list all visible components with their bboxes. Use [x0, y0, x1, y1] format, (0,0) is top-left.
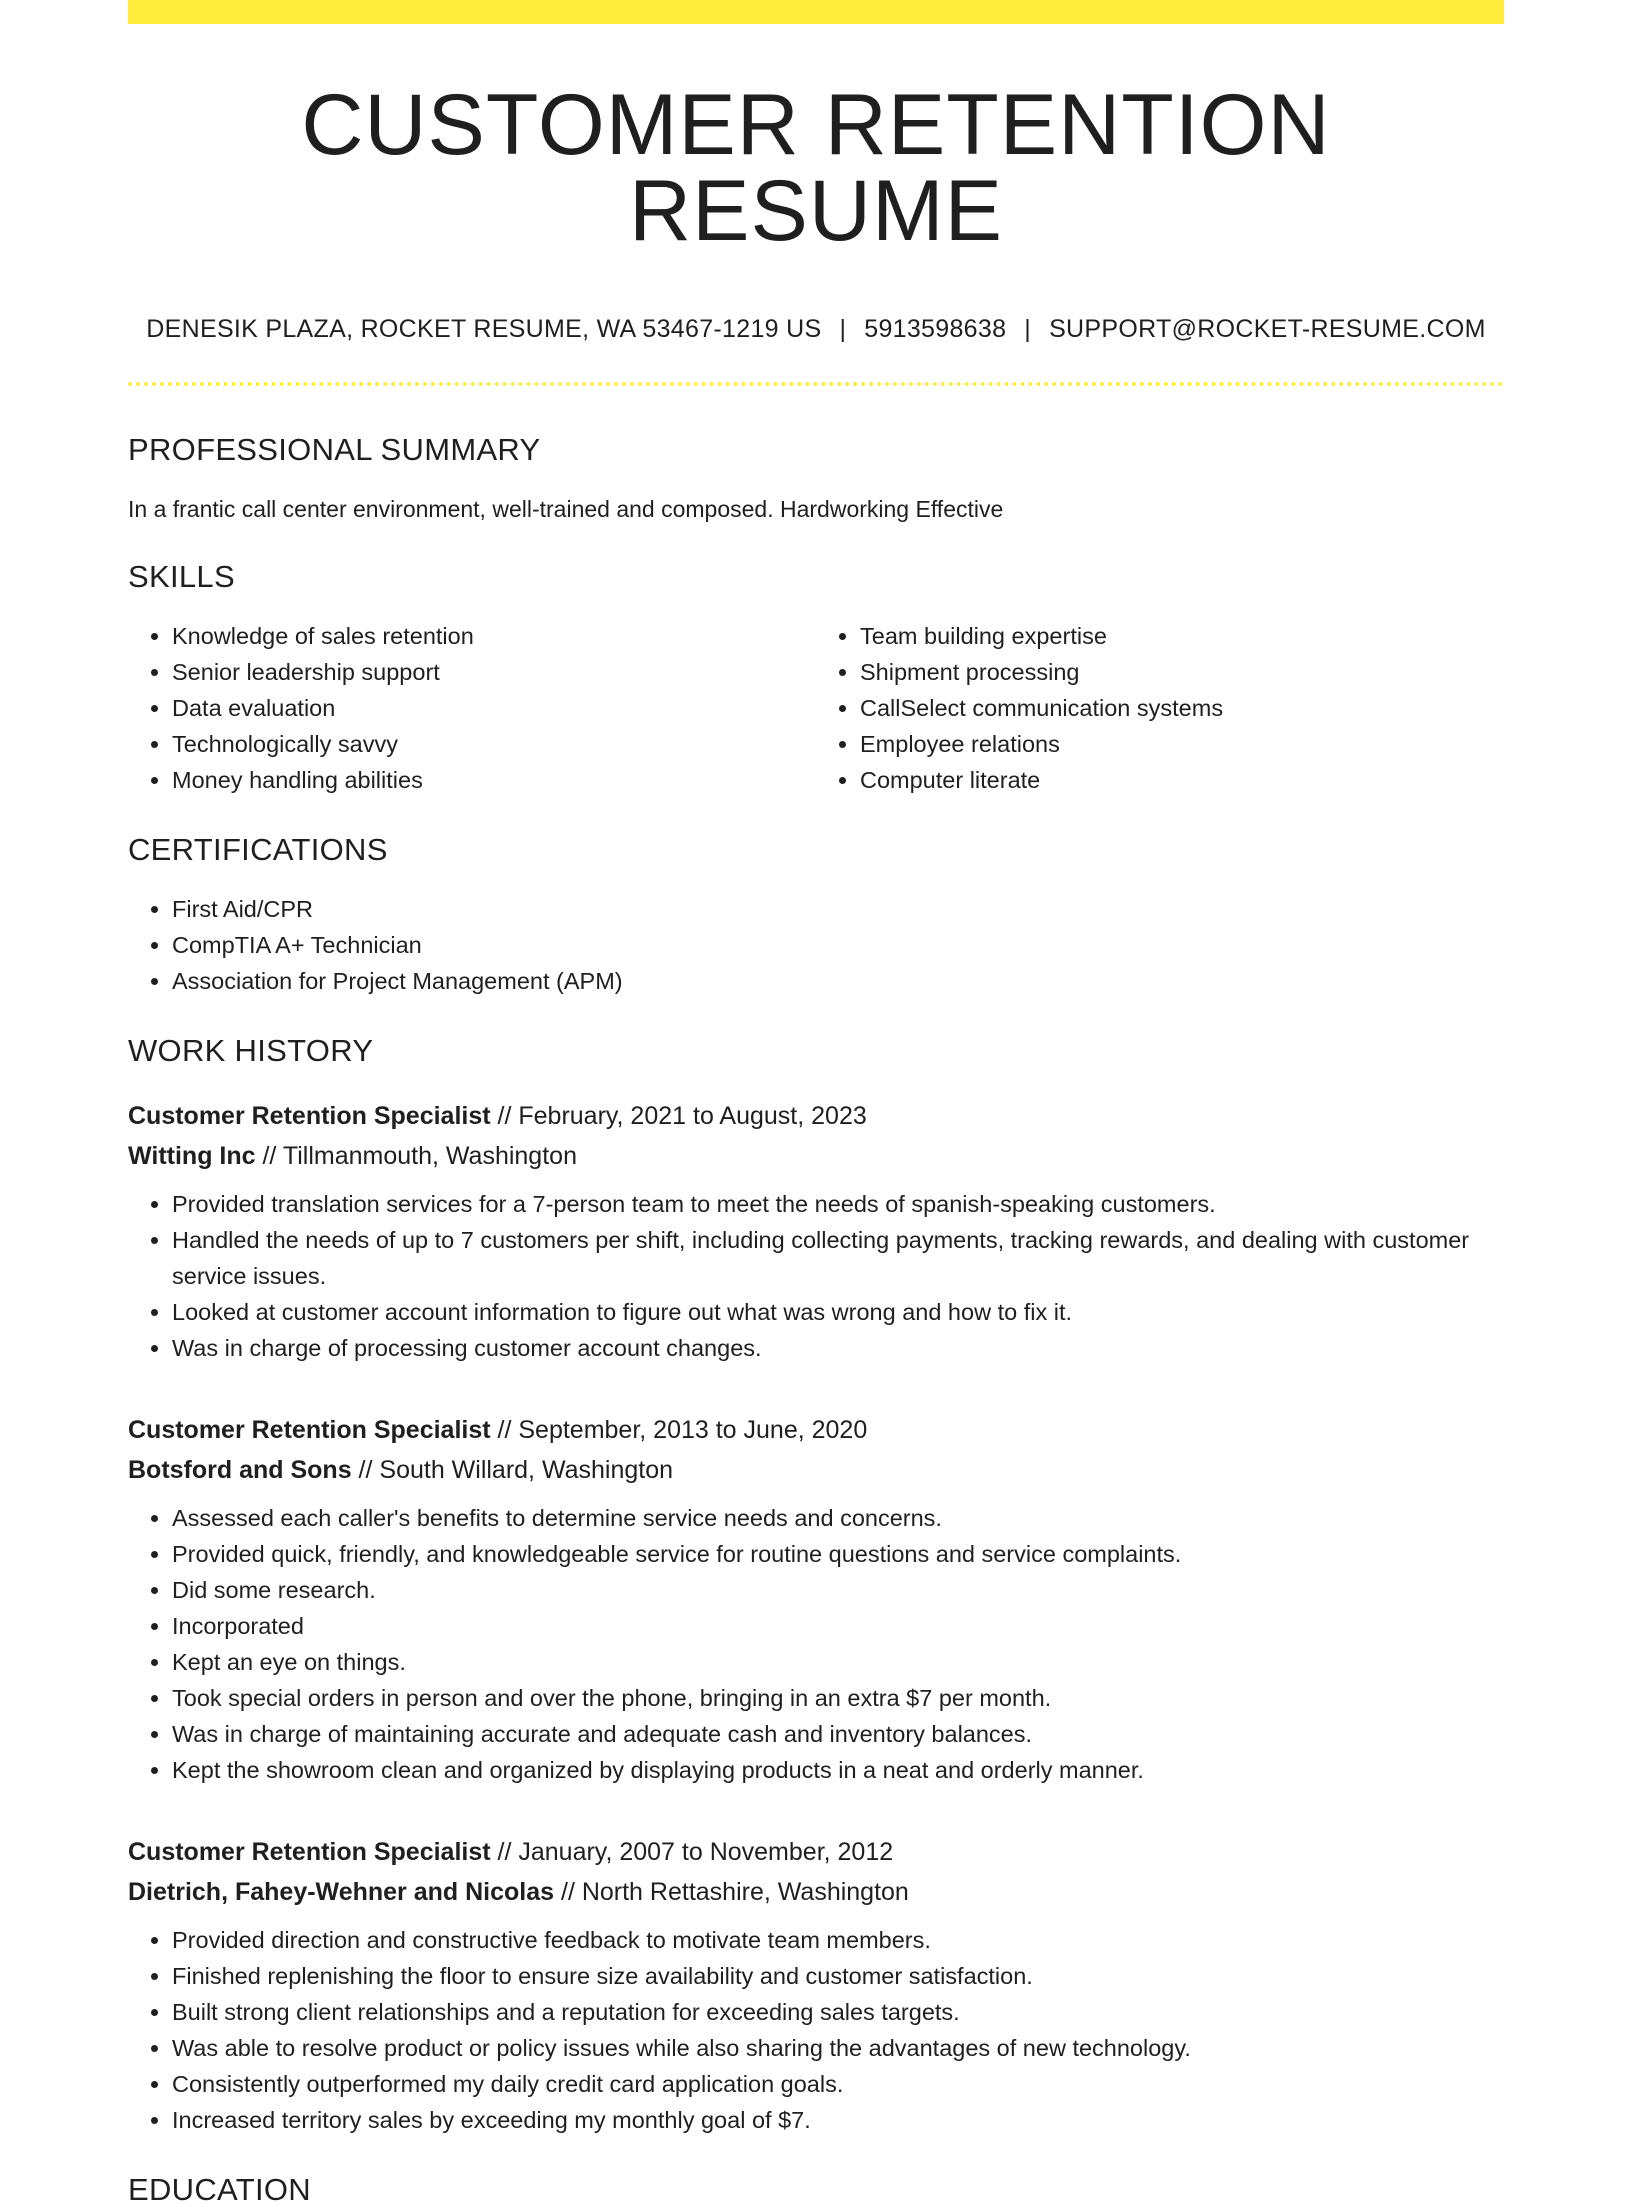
contact-phone: 5913598638 [864, 315, 1007, 343]
resume-title: CUSTOMER RETENTION RESUME [301, 77, 1331, 259]
job-entry [128, 1096, 1504, 1366]
education-section [128, 2171, 1504, 2207]
skills-list-right [816, 618, 1504, 798]
job-bullet: • Was able to resolve product or policy issues while also sharing the advantages of new technology. [172, 2030, 1504, 2066]
job-bullet: • Was in charge of processing customer account changes. [172, 1330, 1504, 1366]
job-dates: // January, 2007 to November, 2012 [490, 1837, 894, 1866]
job-dates: // September, 2013 to June, 2020 [490, 1415, 868, 1444]
job-bullet: • Finished replenishing the floor to ensure size availability and customer satisfaction. [172, 1958, 1504, 1994]
job-bullets [128, 1186, 1504, 1366]
job-title: Customer Retention Specialist [128, 1415, 491, 1444]
job-bullet: • Did some research. [172, 1572, 1504, 1608]
skill-item: • Senior leadership support [172, 654, 816, 690]
job-bullet: • Kept an eye on things. [172, 1644, 1504, 1680]
job-bullets [128, 1500, 1504, 1788]
job-bullet: • Consistently outperformed my daily credit card application goals. [172, 2066, 1504, 2102]
skill-item: • CallSelect communication systems [860, 690, 1504, 726]
section-heading: WORK HISTORY [128, 1032, 374, 1068]
job-company-line [128, 1872, 1504, 1912]
contact-line [128, 317, 1504, 342]
job-bullet: • Incorporated [172, 1608, 1504, 1644]
job-bullet: • Built strong client relationships and a reputation for exceeding sales targets. [172, 1994, 1504, 2030]
job-company-line [128, 1136, 1504, 1176]
contact-address: DENESIK PLAZA, ROCKET RESUME, WA 53467-1219 US [146, 315, 822, 343]
certification-item: • Association for Project Management (APM) [172, 963, 1504, 999]
job-bullet: • Was in charge of maintaining accurate and adequate cash and inventory balances. [172, 1716, 1504, 1752]
certification-item: • First Aid/CPR [172, 891, 1504, 927]
skills-list-left [128, 618, 816, 798]
job-title: Customer Retention Specialist [128, 1837, 491, 1866]
job-location: // North Rettashire, Washington [554, 1877, 909, 1906]
job-bullet: • Looked at customer account information to figure out what was wrong and how to fix it. [172, 1294, 1504, 1330]
skill-item: • Knowledge of sales retention [172, 618, 816, 654]
contact-email[interactable]: SUPPORT@ROCKET-RESUME.COM [1049, 315, 1486, 343]
job-dates: // February, 2021 to August, 2023 [490, 1101, 867, 1130]
job-title-line [128, 1832, 1504, 1872]
job-entry [128, 1410, 1504, 1788]
job-bullet: • Increased territory sales by exceeding my monthly goal of $7. [172, 2102, 1504, 2138]
skill-item: • Computer literate [860, 762, 1504, 798]
job-bullets [128, 1922, 1504, 2138]
dotted-divider [128, 382, 1504, 386]
skill-item: • Team building expertise [860, 618, 1504, 654]
certifications-section [128, 831, 1504, 999]
work-history-section [128, 1032, 1504, 2138]
summary-text: In a frantic call center environment, well-trained and composed. Hardworking Effective [128, 496, 1004, 522]
skill-item: • Technologically savvy [172, 726, 816, 762]
job-bullet: • Assessed each caller's benefits to determine service needs and concerns. [172, 1500, 1504, 1536]
skills-grid [128, 618, 1504, 798]
section-heading: PROFESSIONAL SUMMARY [128, 432, 541, 467]
certifications-list [128, 891, 1504, 999]
job-bullet: • Provided translation services for a 7-person team to meet the needs of spanish-speaking customers. [172, 1186, 1504, 1222]
top-accent-bar [128, 0, 1504, 24]
job-title-line [128, 1096, 1504, 1136]
job-entry [128, 1832, 1504, 2138]
job-bullet: • Took special orders in person and over the phone, bringing in an extra $7 per month. [172, 1680, 1504, 1716]
job-location: // Tillmanmouth, Washington [255, 1141, 577, 1170]
job-company: Botsford and Sons [128, 1455, 352, 1484]
section-heading: EDUCATION [128, 2171, 311, 2207]
section-heading: CERTIFICATIONS [128, 831, 388, 867]
skills-section [128, 558, 1504, 798]
job-company-line [128, 1450, 1504, 1490]
job-bullet: • Provided direction and constructive feedback to motivate team members. [172, 1922, 1504, 1958]
skill-item: • Money handling abilities [172, 762, 816, 798]
certification-item: • CompTIA A+ Technician [172, 927, 1504, 963]
professional-summary-section [128, 434, 1504, 525]
job-company: Dietrich, Fahey-Wehner and Nicolas [128, 1877, 555, 1906]
job-bullet: • Handled the needs of up to 7 customers per shift, including collecting payments, tracking rewards, and dealing with customer service issues. [172, 1222, 1504, 1294]
job-title-line [128, 1410, 1504, 1450]
job-title: Customer Retention Specialist [128, 1101, 491, 1130]
skill-item: • Data evaluation [172, 690, 816, 726]
skill-item: • Employee relations [860, 726, 1504, 762]
job-company: Witting Inc [128, 1141, 256, 1170]
contact-separator: | [1024, 315, 1032, 343]
job-bullet: • Kept the showroom clean and organized by displaying products in a neat and orderly manner. [172, 1752, 1504, 1788]
job-location: // South Willard, Washington [351, 1455, 674, 1484]
job-bullet: • Provided quick, friendly, and knowledgeable service for routine questions and service complaints. [172, 1536, 1504, 1572]
resume-page [128, 0, 1504, 2205]
contact-separator: | [839, 315, 847, 343]
skill-item: • Shipment processing [860, 654, 1504, 690]
section-heading: SKILLS [128, 558, 235, 594]
